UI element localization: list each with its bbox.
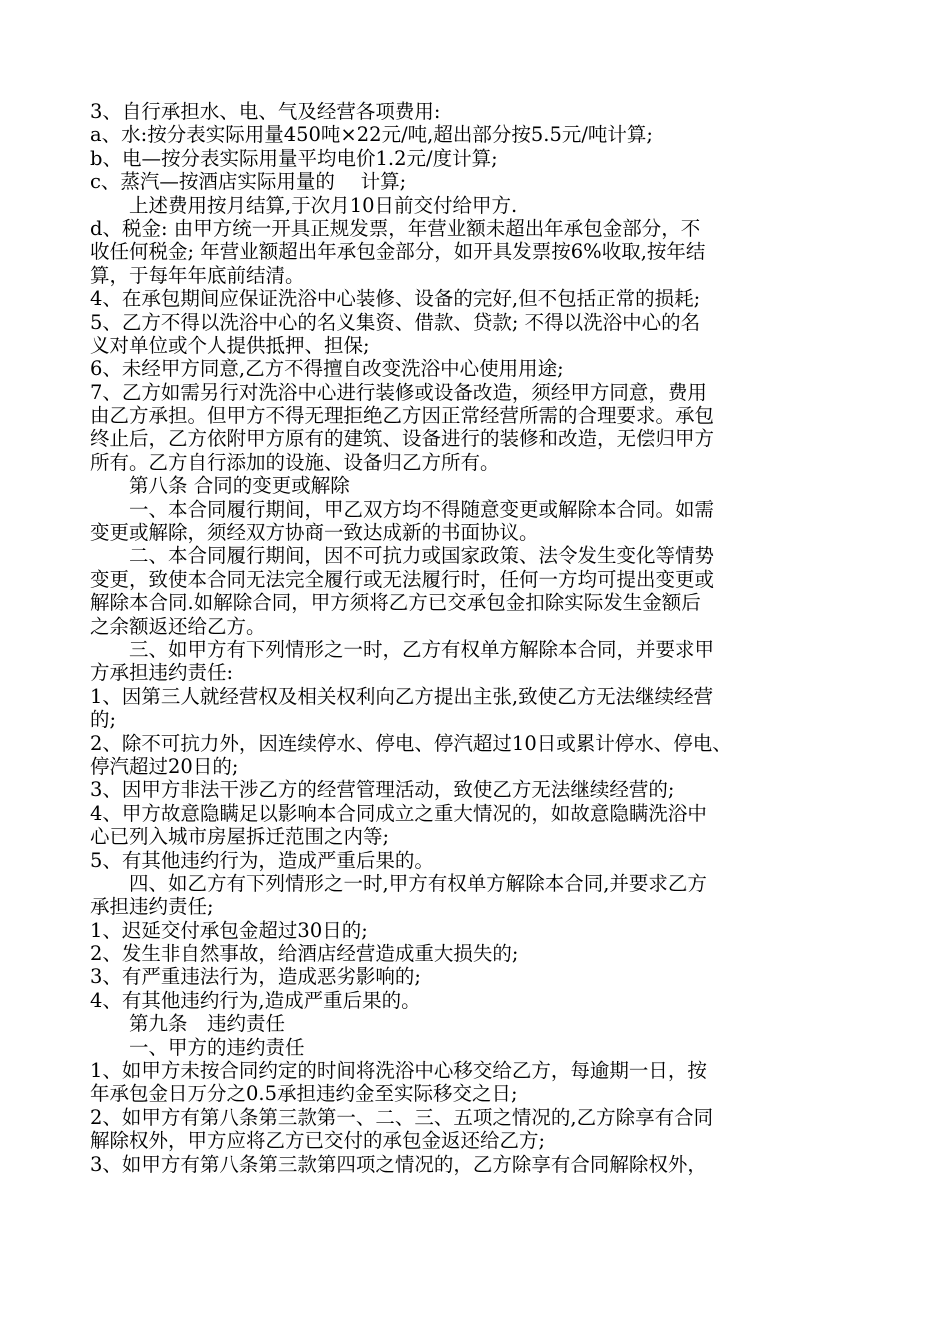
text-line: 4、甲方故意隐瞒足以影响本合同成立之重大情况的，如故意隐瞒洗浴中	[90, 801, 707, 825]
text-line: 2、除不可抗力外，因连续停水、停电、停汽超过10日或累计停水、停电、	[90, 731, 732, 755]
text-line: 1、迟延交付承包金超过30日的;	[90, 918, 368, 942]
text-line: 三、如甲方有下列情形之一时，乙方有权单方解除本合同，并要求甲	[90, 637, 715, 661]
section-heading: 第九条 违约责任	[90, 1012, 286, 1036]
text-line: 算，于每年年底前结清。	[90, 263, 305, 287]
text-line: 5、有其他违约行为，造成严重后果的。	[90, 848, 434, 872]
text-line: 停汽超过20日的;	[90, 754, 239, 778]
text-line: 4、有其他违约行为,造成严重后果的。	[90, 988, 421, 1012]
text-line: 一、本合同履行期间，甲乙双方均不得随意变更或解除本合同。如需	[90, 497, 715, 521]
text-line: 1、如甲方未按合同约定的时间将洗浴中心移交给乙方，每逾期一日，按	[90, 1059, 707, 1083]
text-line: 所有。乙方自行添加的设施、设备归乙方所有。	[90, 450, 500, 474]
text-line: 上述费用按月结算,于次月10日前交付给甲方.	[90, 193, 518, 217]
text-line: 变更或解除，须经双方协商一致达成新的书面协议。	[90, 521, 539, 545]
text-line: 二、本合同履行期间，因不可抗力或国家政策、法令发生变化等情势	[90, 544, 715, 568]
text-line: 变更，致使本合同无法完全履行或无法履行时，任何一方均可提出变更或	[90, 567, 715, 591]
text-line: 义对单位或个人提供抵押、担保;	[90, 333, 370, 357]
text-line: 收任何税金; 年营业额超出年承包金部分，如开具发票按6%收取,按年结	[90, 240, 706, 264]
text-line: 7、乙方如需另行对洗浴中心进行装修或设备改造，须经甲方同意，费用	[90, 380, 707, 404]
text-line: a、水:按分表实际用量450吨×22元/吨,超出部分按5.5元/吨计算;	[90, 123, 653, 147]
text-line: b、电—按分表实际用量平均电价1.2元/度计算;	[90, 146, 498, 170]
text-line: d、税金: 由甲方统一开具正规发票，年营业额未超出年承包金部分，不	[90, 216, 701, 240]
text-line: c、蒸汽—按酒店实际用量的 计算;	[90, 170, 407, 194]
text-line: 2、发生非自然事故，给酒店经营造成重大损失的;	[90, 942, 519, 966]
text-line: 心已列入城市房屋拆迁范围之内等;	[90, 825, 390, 849]
text-line: 终止后，乙方依附甲方原有的建筑、设备进行的装修和改造，无偿归甲方	[90, 427, 715, 451]
text-line: 解除权外，甲方应将乙方已交付的承包金返还给乙方;	[90, 1129, 546, 1153]
text-line: 承担违约责任;	[90, 895, 214, 919]
contract-page	[90, 100, 870, 1176]
text-line: 3、如甲方有第八条第三款第四项之情况的，乙方除享有合同解除权外，	[90, 1152, 707, 1176]
text-line: 1、因第三人就经营权及相关权利向乙方提出主张,致使乙方无法继续经营	[90, 684, 714, 708]
text-line: 由乙方承担。但甲方不得无理拒绝乙方因正常经营所需的合理要求。承包	[90, 404, 715, 428]
text-line: 方承担违约责任:	[90, 661, 234, 685]
text-line: 年承包金日万分之0.5承担违约金至实际移交之日;	[90, 1082, 518, 1106]
text-line: 解除本合同.如解除合同，甲方须将乙方已交承包金扣除实际发生金额后	[90, 591, 701, 615]
text-line: 3、因甲方非法干涉乙方的经营管理活动，致使乙方无法继续经营的;	[90, 778, 675, 802]
subsection-heading: 一、甲方的违约责任	[90, 1035, 305, 1059]
text-line: 4、在承包期间应保证洗浴中心装修、设备的完好,但不包括正常的损耗;	[90, 287, 701, 311]
text-line: 5、乙方不得以洗浴中心的名义集资、借款、贷款; 不得以洗浴中心的名	[90, 310, 701, 334]
text-line: 3、自行承担水、电、气及经营各项费用:	[90, 100, 441, 123]
section-heading: 第八条 合同的变更或解除	[90, 474, 350, 498]
text-line: 6、未经甲方同意,乙方不得擅自改变洗浴中心使用用途;	[90, 357, 564, 381]
text-line: 四、如乙方有下列情形之一时,甲方有权单方解除本合同,并要求乙方	[90, 871, 707, 895]
text-line: 的;	[90, 708, 117, 732]
text-line: 之余额返还给乙方。	[90, 614, 266, 638]
text-line: 2、如甲方有第八条第三款第一、二、三、五项之情况的,乙方除享有合同	[90, 1105, 714, 1129]
text-line: 3、有严重违法行为，造成恶劣影响的;	[90, 965, 421, 989]
